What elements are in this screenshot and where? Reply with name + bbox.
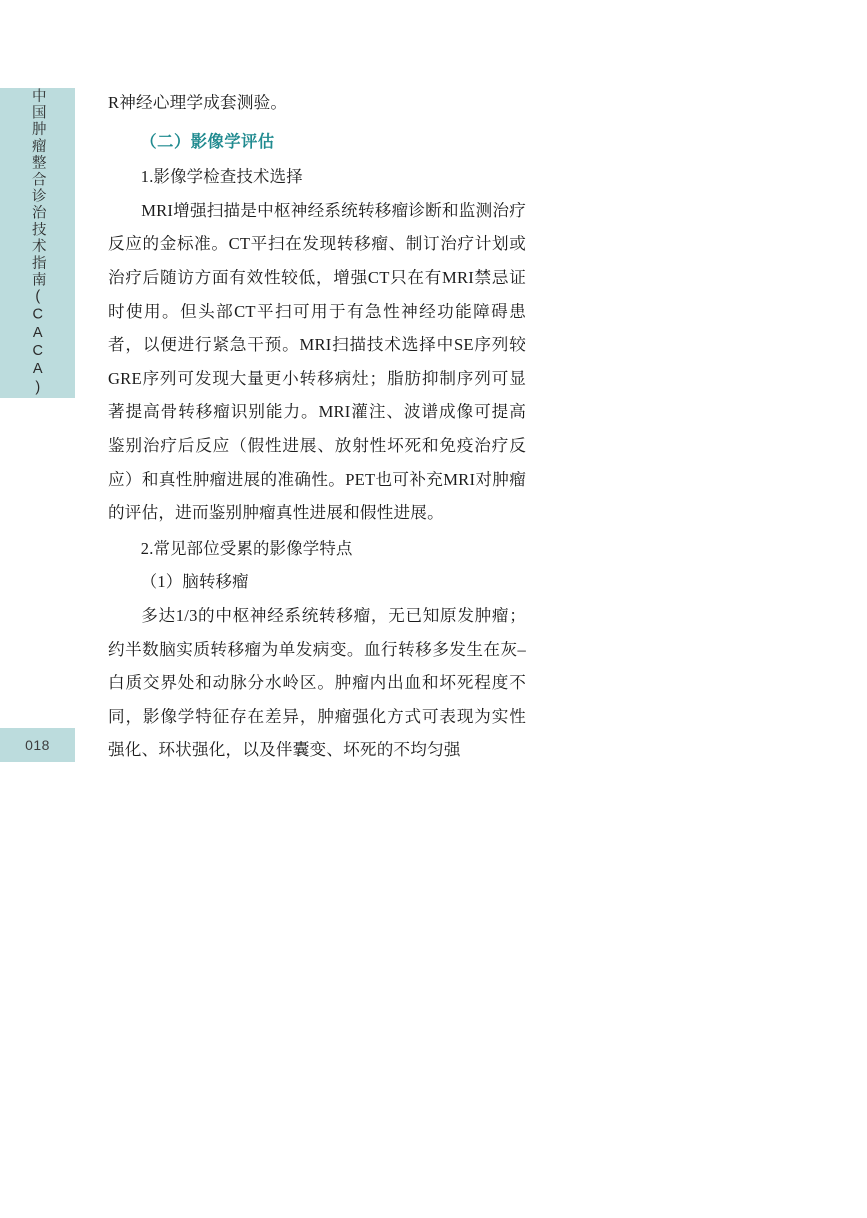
continued-line: R神经心理学成套测验。 xyxy=(108,93,288,112)
subsection-1-heading: 1.影像学检查技术选择 xyxy=(140,167,303,187)
item-1-heading: （1）脑转移瘤 xyxy=(140,572,249,592)
page-number: 018 xyxy=(25,737,50,753)
subsection-2-heading: 2.常见部位受累的影像学特点 xyxy=(140,538,353,558)
subsection-1-body: MRI增强扫描是中枢神经系统转移瘤诊断和监测治疗反应的金标准。CT平扫在发现转移瘤、制订治疗计划或治疗后随访方面有效性较低，增强CT只在有MRI禁忌证时使用。但头部CT平扫可用于有急性神经功能障碍患者，以便进行紧急干预。MRI扫描技术选择中SE序列较GRE序列可发现大量更小转移病灶；脂肪抑制序列可显著提高骨转移瘤识别能力。MRI灌注、波谱成像可提高鉴别治疗后反应（假性进展、放射性坏死和免疫治疗反应）和真性肿瘤进展的准确性。PET也可补充MRI对肿瘤的评估，进而鉴别肿瘤真性进展和假性进展。 xyxy=(108,200,526,523)
folio-box xyxy=(0,728,75,762)
text-column xyxy=(108,86,526,767)
side-running-head-tab xyxy=(0,88,75,398)
item-1-body: 多达1/3的中枢神经系统转移瘤，无已知原发肿瘤；约半数脑实质转移瘤为单发病变。血行转移多发生在灰–白质交界处和动脉分水岭区。肿瘤内出血和坏死程度不同，影像学特征存在差异，肿瘤强化方式可表现为实性强化、环状强化，以及伴囊变、坏死的不均匀强 xyxy=(108,605,526,760)
section-heading: （二）影像学评估 xyxy=(140,132,275,151)
side-running-head-text: 中国肿瘤整合诊治技术指南(CACA) xyxy=(29,88,46,398)
